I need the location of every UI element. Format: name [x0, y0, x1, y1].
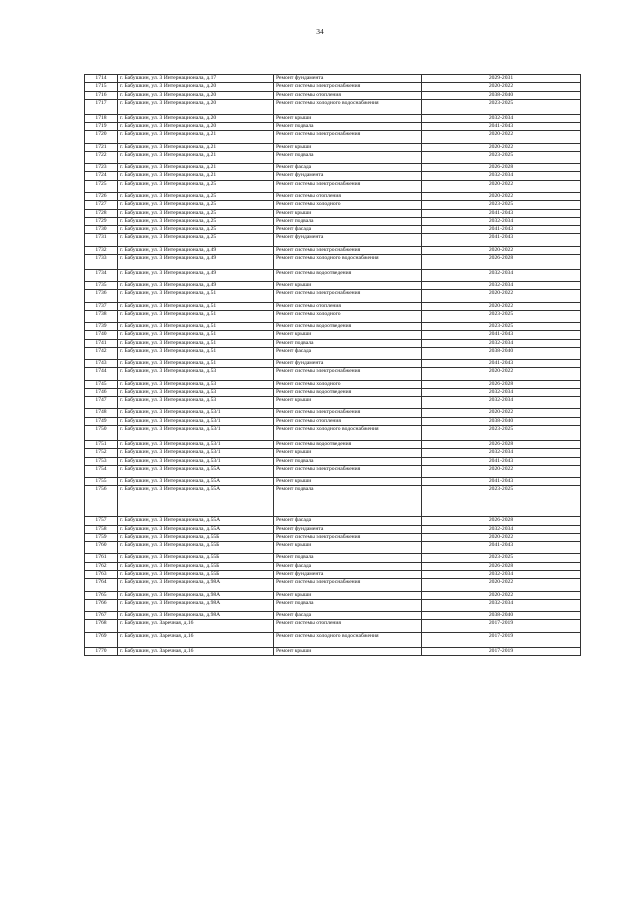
work-type-cell: Ремонт крыши [274, 331, 422, 339]
row-number-cell: 1732 [85, 246, 118, 254]
table-row [85, 339, 581, 347]
work-type-cell: Ремонт системы водоотведения [274, 323, 422, 331]
address-cell: г. Бабушкин, ул. 3 Интернационала, д.53/1 [118, 457, 274, 465]
period-cell: 2020-2022 [422, 131, 581, 143]
address-cell: г. Бабушкин, ул. 3 Интернационала, д.49 [118, 254, 274, 269]
work-type-cell: Ремонт фундамента [274, 75, 422, 83]
period-cell: 2041-2043 [422, 542, 581, 554]
address-cell: г. Бабушкин, ул. 3 Интернационала, д.21 [118, 131, 274, 143]
row-number-cell: 1730 [85, 226, 118, 234]
work-type-cell: Ремонт подвала [274, 217, 422, 225]
row-number-cell: 1770 [85, 647, 118, 655]
address-cell: г. Бабушкин, ул. 3 Интернационала, д.53/1 [118, 417, 274, 425]
table-row [85, 310, 581, 322]
work-type-cell: Ремонт крыши [274, 478, 422, 486]
table-row [85, 254, 581, 269]
period-cell: 2023-2025 [422, 554, 581, 562]
work-type-cell: Ремонт фасада [274, 226, 422, 234]
table-row [85, 217, 581, 225]
work-type-cell: Ремонт системы водоотведения [274, 388, 422, 396]
address-cell: г. Бабушкин, ул. 3 Интернационала, д.55Б [118, 571, 274, 579]
table-row [85, 478, 581, 486]
table-row [85, 269, 581, 281]
row-number-cell: 1764 [85, 579, 118, 591]
address-cell: г. Бабушкин, ул. 3 Интернационала, д.98А [118, 579, 274, 591]
period-cell: 2041-2043 [422, 226, 581, 234]
work-type-cell: Ремонт системы холодного [274, 201, 422, 209]
row-number-cell: 1740 [85, 331, 118, 339]
period-cell: 2017-2019 [422, 620, 581, 632]
table-row [85, 143, 581, 151]
row-number-cell: 1725 [85, 180, 118, 192]
row-number-cell: 1714 [85, 75, 118, 83]
address-cell: г. Бабушкин, ул. 3 Интернационала, д.53/1 [118, 449, 274, 457]
table-row [85, 449, 581, 457]
row-number-cell: 1724 [85, 172, 118, 180]
address-cell: г. Бабушкин, ул. 3 Интернационала, д.53 [118, 388, 274, 396]
period-cell: 2032-2034 [422, 388, 581, 396]
table-row [85, 562, 581, 570]
period-cell: 2041-2043 [422, 331, 581, 339]
address-cell: г. Бабушкин, ул. 3 Интернационала, д.51 [118, 310, 274, 322]
period-cell: 2026-2028 [422, 164, 581, 172]
period-cell: 2032-2034 [422, 525, 581, 533]
table-row [85, 201, 581, 209]
address-cell: г. Бабушкин, ул. 3 Интернационала, д.98А [118, 599, 274, 611]
work-type-cell: Ремонт фасада [274, 164, 422, 172]
work-type-cell: Ремонт системы отопления [274, 192, 422, 200]
period-cell: 2026-2028 [422, 562, 581, 570]
table-row [85, 554, 581, 562]
table-row [85, 632, 581, 647]
table-row [85, 323, 581, 331]
period-cell: 2041-2043 [422, 360, 581, 368]
period-cell: 2020-2022 [422, 246, 581, 254]
period-cell: 2032-2034 [422, 449, 581, 457]
row-number-cell: 1758 [85, 525, 118, 533]
period-cell: 2032-2034 [422, 571, 581, 579]
table-row [85, 290, 581, 302]
row-number-cell: 1739 [85, 323, 118, 331]
work-type-cell: Ремонт системы холодного [274, 380, 422, 388]
row-number-cell: 1749 [85, 417, 118, 425]
row-number-cell: 1763 [85, 571, 118, 579]
work-type-cell: Ремонт крыши [274, 209, 422, 217]
period-cell: 2023-2025 [422, 426, 581, 441]
address-cell: г. Бабушкин, ул. 3 Интернационала, д.53 [118, 380, 274, 388]
period-cell: 2026-2028 [422, 441, 581, 449]
work-type-cell: Ремонт системы холодного водоснабжения [274, 99, 422, 114]
work-type-cell: Ремонт системы водоотведения [274, 269, 422, 281]
work-type-cell: Ремонт системы электроснабжения [274, 409, 422, 417]
period-cell: 2017-2019 [422, 632, 581, 647]
table-row [85, 368, 581, 380]
period-cell: 2020-2022 [422, 533, 581, 541]
table-row [85, 517, 581, 525]
period-cell: 2038-2040 [422, 417, 581, 425]
work-type-cell: Ремонт крыши [274, 542, 422, 554]
row-number-cell: 1744 [85, 368, 118, 380]
row-number-cell: 1745 [85, 380, 118, 388]
row-number-cell: 1757 [85, 517, 118, 525]
work-type-cell: Ремонт фундамента [274, 571, 422, 579]
row-number-cell: 1721 [85, 143, 118, 151]
row-number-cell: 1754 [85, 465, 118, 477]
table-row [85, 533, 581, 541]
work-type-cell: Ремонт системы электроснабжения [274, 131, 422, 143]
work-type-cell: Ремонт подвала [274, 123, 422, 131]
address-cell: г. Бабушкин, ул. 3 Интернационала, д.20 [118, 99, 274, 114]
work-type-cell: Ремонт подвала [274, 486, 422, 517]
work-type-cell: Ремонт крыши [274, 143, 422, 151]
work-type-cell: Ремонт системы электроснабжения [274, 83, 422, 91]
work-type-cell: Ремонт системы отопления [274, 302, 422, 310]
work-type-cell: Ремонт крыши [274, 397, 422, 409]
table-row [85, 647, 581, 655]
table-row [85, 542, 581, 554]
work-type-cell: Ремонт системы отопления [274, 91, 422, 99]
address-cell: г. Бабушкин, ул. 3 Интернационала, д.25 [118, 209, 274, 217]
table-row [85, 486, 581, 517]
row-number-cell: 1736 [85, 290, 118, 302]
address-cell: г. Бабушкин, ул. 3 Интернационала, д.49 [118, 269, 274, 281]
period-cell: 2023-2025 [422, 310, 581, 322]
row-number-cell: 1748 [85, 409, 118, 417]
address-cell: г. Бабушкин, ул. 3 Интернационала, д.98А [118, 612, 274, 620]
table-row [85, 246, 581, 254]
work-type-cell: Ремонт системы электроснабжения [274, 579, 422, 591]
work-type-cell: Ремонт системы холодного водоснабжения [274, 426, 422, 441]
row-number-cell: 1760 [85, 542, 118, 554]
address-cell: г. Бабушкин, ул. 3 Интернационала, д.53 [118, 368, 274, 380]
row-number-cell: 1746 [85, 388, 118, 396]
work-type-cell: Ремонт подвала [274, 554, 422, 562]
row-number-cell: 1716 [85, 91, 118, 99]
work-type-cell: Ремонт системы водоотведения [274, 441, 422, 449]
address-cell: г. Бабушкин, ул. Заречная, д.16 [118, 620, 274, 632]
address-cell: г. Бабушкин, ул. 3 Интернационала, д.21 [118, 151, 274, 163]
row-number-cell: 1756 [85, 486, 118, 517]
work-type-cell: Ремонт подвала [274, 457, 422, 465]
row-number-cell: 1759 [85, 533, 118, 541]
capital-repair-table [84, 74, 581, 656]
table-row [85, 612, 581, 620]
row-number-cell: 1761 [85, 554, 118, 562]
work-type-cell: Ремонт системы отопления [274, 417, 422, 425]
period-cell: 2032-2034 [422, 599, 581, 611]
work-type-cell: Ремонт системы электроснабжения [274, 180, 422, 192]
address-cell: г. Бабушкин, ул. 3 Интернационала, д.55Б [118, 554, 274, 562]
address-cell: г. Бабушкин, ул. 3 Интернационала, д.20 [118, 123, 274, 131]
address-cell: г. Бабушкин, ул. 3 Интернационала, д.55А [118, 465, 274, 477]
address-cell: г. Бабушкин, ул. 3 Интернационала, д.53/1 [118, 409, 274, 417]
work-type-cell: Ремонт фундамента [274, 234, 422, 246]
address-cell: г. Бабушкин, ул. 3 Интернационала, д.25 [118, 180, 274, 192]
table-row [85, 131, 581, 143]
work-type-cell: Ремонт фасада [274, 562, 422, 570]
table-row [85, 620, 581, 632]
row-number-cell: 1731 [85, 234, 118, 246]
work-type-cell: Ремонт фасада [274, 347, 422, 359]
work-type-cell: Ремонт системы электроснабжения [274, 368, 422, 380]
address-cell: г. Бабушкин, ул. 3 Интернационала, д.21 [118, 143, 274, 151]
table-row [85, 123, 581, 131]
address-cell: г. Бабушкин, ул. 3 Интернационала, д.20 [118, 83, 274, 91]
row-number-cell: 1718 [85, 114, 118, 122]
work-type-cell: Ремонт системы электроснабжения [274, 533, 422, 541]
period-cell: 2023-2025 [422, 323, 581, 331]
work-type-cell: Ремонт системы холодного водоснабжения [274, 254, 422, 269]
period-cell: 2038-2040 [422, 347, 581, 359]
address-cell: г. Бабушкин, ул. 3 Интернационала, д.55А [118, 486, 274, 517]
table-row [85, 599, 581, 611]
table-row [85, 180, 581, 192]
page-number: 34 [316, 27, 324, 36]
address-cell: г. Бабушкин, ул. 3 Интернационала, д.21 [118, 172, 274, 180]
table-row [85, 465, 581, 477]
work-type-cell: Ремонт системы электроснабжения [274, 290, 422, 302]
table-row [85, 347, 581, 359]
table-row [85, 75, 581, 83]
period-cell: 2041-2043 [422, 478, 581, 486]
table-row [85, 234, 581, 246]
period-cell: 2026-2028 [422, 254, 581, 269]
address-cell: г. Бабушкин, ул. 3 Интернационала, д.51 [118, 331, 274, 339]
period-cell: 2020-2022 [422, 591, 581, 599]
table-row [85, 380, 581, 388]
row-number-cell: 1768 [85, 620, 118, 632]
period-cell: 2032-2034 [422, 397, 581, 409]
work-type-cell: Ремонт крыши [274, 114, 422, 122]
period-cell: 2041-2043 [422, 457, 581, 465]
address-cell: г. Бабушкин, ул. 3 Интернационала, д.49 [118, 246, 274, 254]
table-row [85, 282, 581, 290]
address-cell: г. Бабушкин, ул. 3 Интернационала, д.55А [118, 478, 274, 486]
address-cell: г. Бабушкин, ул. Заречная, д.16 [118, 647, 274, 655]
period-cell: 2032-2034 [422, 282, 581, 290]
address-cell: г. Бабушкин, ул. 3 Интернационала, д.98А [118, 591, 274, 599]
table-row [85, 164, 581, 172]
period-cell: 2032-2034 [422, 172, 581, 180]
period-cell: 2038-2040 [422, 91, 581, 99]
period-cell: 2020-2022 [422, 83, 581, 91]
row-number-cell: 1753 [85, 457, 118, 465]
row-number-cell: 1734 [85, 269, 118, 281]
work-type-cell: Ремонт системы холодного [274, 310, 422, 322]
period-cell: 2020-2022 [422, 180, 581, 192]
row-number-cell: 1762 [85, 562, 118, 570]
period-cell: 2020-2022 [422, 302, 581, 310]
row-number-cell: 1750 [85, 426, 118, 441]
address-cell: г. Бабушкин, ул. 3 Интернационала, д.51 [118, 290, 274, 302]
row-number-cell: 1743 [85, 360, 118, 368]
period-cell: 2032-2034 [422, 269, 581, 281]
row-number-cell: 1719 [85, 123, 118, 131]
row-number-cell: 1728 [85, 209, 118, 217]
row-number-cell: 1735 [85, 282, 118, 290]
period-cell: 2038-2040 [422, 612, 581, 620]
row-number-cell: 1733 [85, 254, 118, 269]
table-row [85, 302, 581, 310]
period-cell: 2032-2034 [422, 339, 581, 347]
address-cell: г. Бабушкин, ул. 3 Интернационала, д.21 [118, 164, 274, 172]
period-cell: 2020-2022 [422, 143, 581, 151]
address-cell: г. Бабушкин, ул. 3 Интернационала, д.49 [118, 282, 274, 290]
table-row [85, 91, 581, 99]
address-cell: г. Бабушкин, ул. 3 Интернационала, д.55Б [118, 542, 274, 554]
period-cell: 2017-2019 [422, 647, 581, 655]
row-number-cell: 1720 [85, 131, 118, 143]
row-number-cell: 1741 [85, 339, 118, 347]
address-cell: г. Бабушкин, ул. 3 Интернационала, д.25 [118, 234, 274, 246]
row-number-cell: 1769 [85, 632, 118, 647]
work-type-cell: Ремонт фундамента [274, 360, 422, 368]
row-number-cell: 1722 [85, 151, 118, 163]
work-type-cell: Ремонт крыши [274, 449, 422, 457]
row-number-cell: 1729 [85, 217, 118, 225]
table-row [85, 172, 581, 180]
table-row [85, 409, 581, 417]
address-cell: г. Бабушкин, ул. 3 Интернационала, д.17 [118, 75, 274, 83]
row-number-cell: 1738 [85, 310, 118, 322]
work-type-cell: Ремонт системы холодного водоснабжения [274, 632, 422, 647]
table-row [85, 360, 581, 368]
work-type-cell: Ремонт фундамента [274, 525, 422, 533]
row-number-cell: 1737 [85, 302, 118, 310]
period-cell: 2020-2022 [422, 579, 581, 591]
address-cell: г. Бабушкин, ул. 3 Интернационала, д.25 [118, 201, 274, 209]
address-cell: г. Бабушкин, ул. 3 Интернационала, д.55А [118, 517, 274, 525]
address-cell: г. Бабушкин, ул. 3 Интернационала, д.55Б [118, 533, 274, 541]
address-cell: г. Бабушкин, ул. 3 Интернационала, д.55А [118, 525, 274, 533]
table-row [85, 83, 581, 91]
work-type-cell: Ремонт подвала [274, 151, 422, 163]
row-number-cell: 1766 [85, 599, 118, 611]
work-type-cell: Ремонт фасада [274, 517, 422, 525]
period-cell: 2032-2034 [422, 114, 581, 122]
period-cell: 2020-2022 [422, 290, 581, 302]
work-type-cell: Ремонт крыши [274, 282, 422, 290]
row-number-cell: 1723 [85, 164, 118, 172]
row-number-cell: 1726 [85, 192, 118, 200]
period-cell: 2020-2022 [422, 409, 581, 417]
table-row [85, 591, 581, 599]
row-number-cell: 1715 [85, 83, 118, 91]
address-cell: г. Бабушкин, ул. 3 Интернационала, д.25 [118, 192, 274, 200]
table-row [85, 99, 581, 114]
period-cell: 2029-2031 [422, 75, 581, 83]
address-cell: г. Бабушкин, ул. 3 Интернационала, д.51 [118, 323, 274, 331]
address-cell: г. Бабушкин, ул. 3 Интернационала, д.51 [118, 347, 274, 359]
table-row [85, 209, 581, 217]
row-number-cell: 1717 [85, 99, 118, 114]
table-row [85, 151, 581, 163]
period-cell: 2020-2022 [422, 368, 581, 380]
work-type-cell: Ремонт крыши [274, 591, 422, 599]
table-row [85, 457, 581, 465]
address-cell: г. Бабушкин, ул. 3 Интернационала, д.51 [118, 302, 274, 310]
address-cell: г. Бабушкин, ул. 3 Интернационала, д.55Б [118, 562, 274, 570]
row-number-cell: 1751 [85, 441, 118, 449]
period-cell: 2020-2022 [422, 192, 581, 200]
work-type-cell: Ремонт системы электроснабжения [274, 465, 422, 477]
period-cell: 2026-2028 [422, 517, 581, 525]
work-type-cell: Ремонт фундамента [274, 172, 422, 180]
period-cell: 2032-2034 [422, 217, 581, 225]
work-type-cell: Ремонт фасада [274, 612, 422, 620]
address-cell: г. Бабушкин, ул. 3 Интернационала, д.25 [118, 217, 274, 225]
table-row [85, 571, 581, 579]
work-type-cell: Ремонт системы электроснабжения [274, 246, 422, 254]
table-row [85, 388, 581, 396]
period-cell: 2023-2025 [422, 486, 581, 517]
address-cell: г. Бабушкин, ул. 3 Интернационала, д.53/1 [118, 426, 274, 441]
row-number-cell: 1742 [85, 347, 118, 359]
period-cell: 2026-2028 [422, 380, 581, 388]
period-cell: 2023-2025 [422, 201, 581, 209]
table-row [85, 192, 581, 200]
address-cell: г. Бабушкин, ул. 3 Интернационала, д.51 [118, 360, 274, 368]
table-row [85, 441, 581, 449]
row-number-cell: 1767 [85, 612, 118, 620]
row-number-cell: 1727 [85, 201, 118, 209]
table-row [85, 226, 581, 234]
table-row [85, 417, 581, 425]
address-cell: г. Бабушкин, ул. 3 Интернационала, д.25 [118, 226, 274, 234]
address-cell: г. Бабушкин, ул. Заречная, д.16 [118, 632, 274, 647]
work-type-cell: Ремонт подвала [274, 339, 422, 347]
table-row [85, 579, 581, 591]
table-body [85, 75, 581, 656]
row-number-cell: 1747 [85, 397, 118, 409]
address-cell: г. Бабушкин, ул. 3 Интернационала, д.20 [118, 114, 274, 122]
address-cell: г. Бабушкин, ул. 3 Интернационала, д.53 [118, 397, 274, 409]
period-cell: 2023-2025 [422, 151, 581, 163]
period-cell: 2041-2043 [422, 209, 581, 217]
row-number-cell: 1765 [85, 591, 118, 599]
period-cell: 2041-2043 [422, 123, 581, 131]
work-type-cell: Ремонт крыши [274, 647, 422, 655]
row-number-cell: 1752 [85, 449, 118, 457]
address-cell: г. Бабушкин, ул. 3 Интернационала, д.53/1 [118, 441, 274, 449]
table-row [85, 426, 581, 441]
work-type-cell: Ремонт подвала [274, 599, 422, 611]
table-row [85, 397, 581, 409]
address-cell: г. Бабушкин, ул. 3 Интернационала, д.20 [118, 91, 274, 99]
period-cell: 2041-2043 [422, 234, 581, 246]
table-row [85, 331, 581, 339]
work-type-cell: Ремонт системы отопления [274, 620, 422, 632]
row-number-cell: 1755 [85, 478, 118, 486]
period-cell: 2023-2025 [422, 99, 581, 114]
table-row [85, 114, 581, 122]
address-cell: г. Бабушкин, ул. 3 Интернационала, д.51 [118, 339, 274, 347]
table-row [85, 525, 581, 533]
period-cell: 2020-2022 [422, 465, 581, 477]
